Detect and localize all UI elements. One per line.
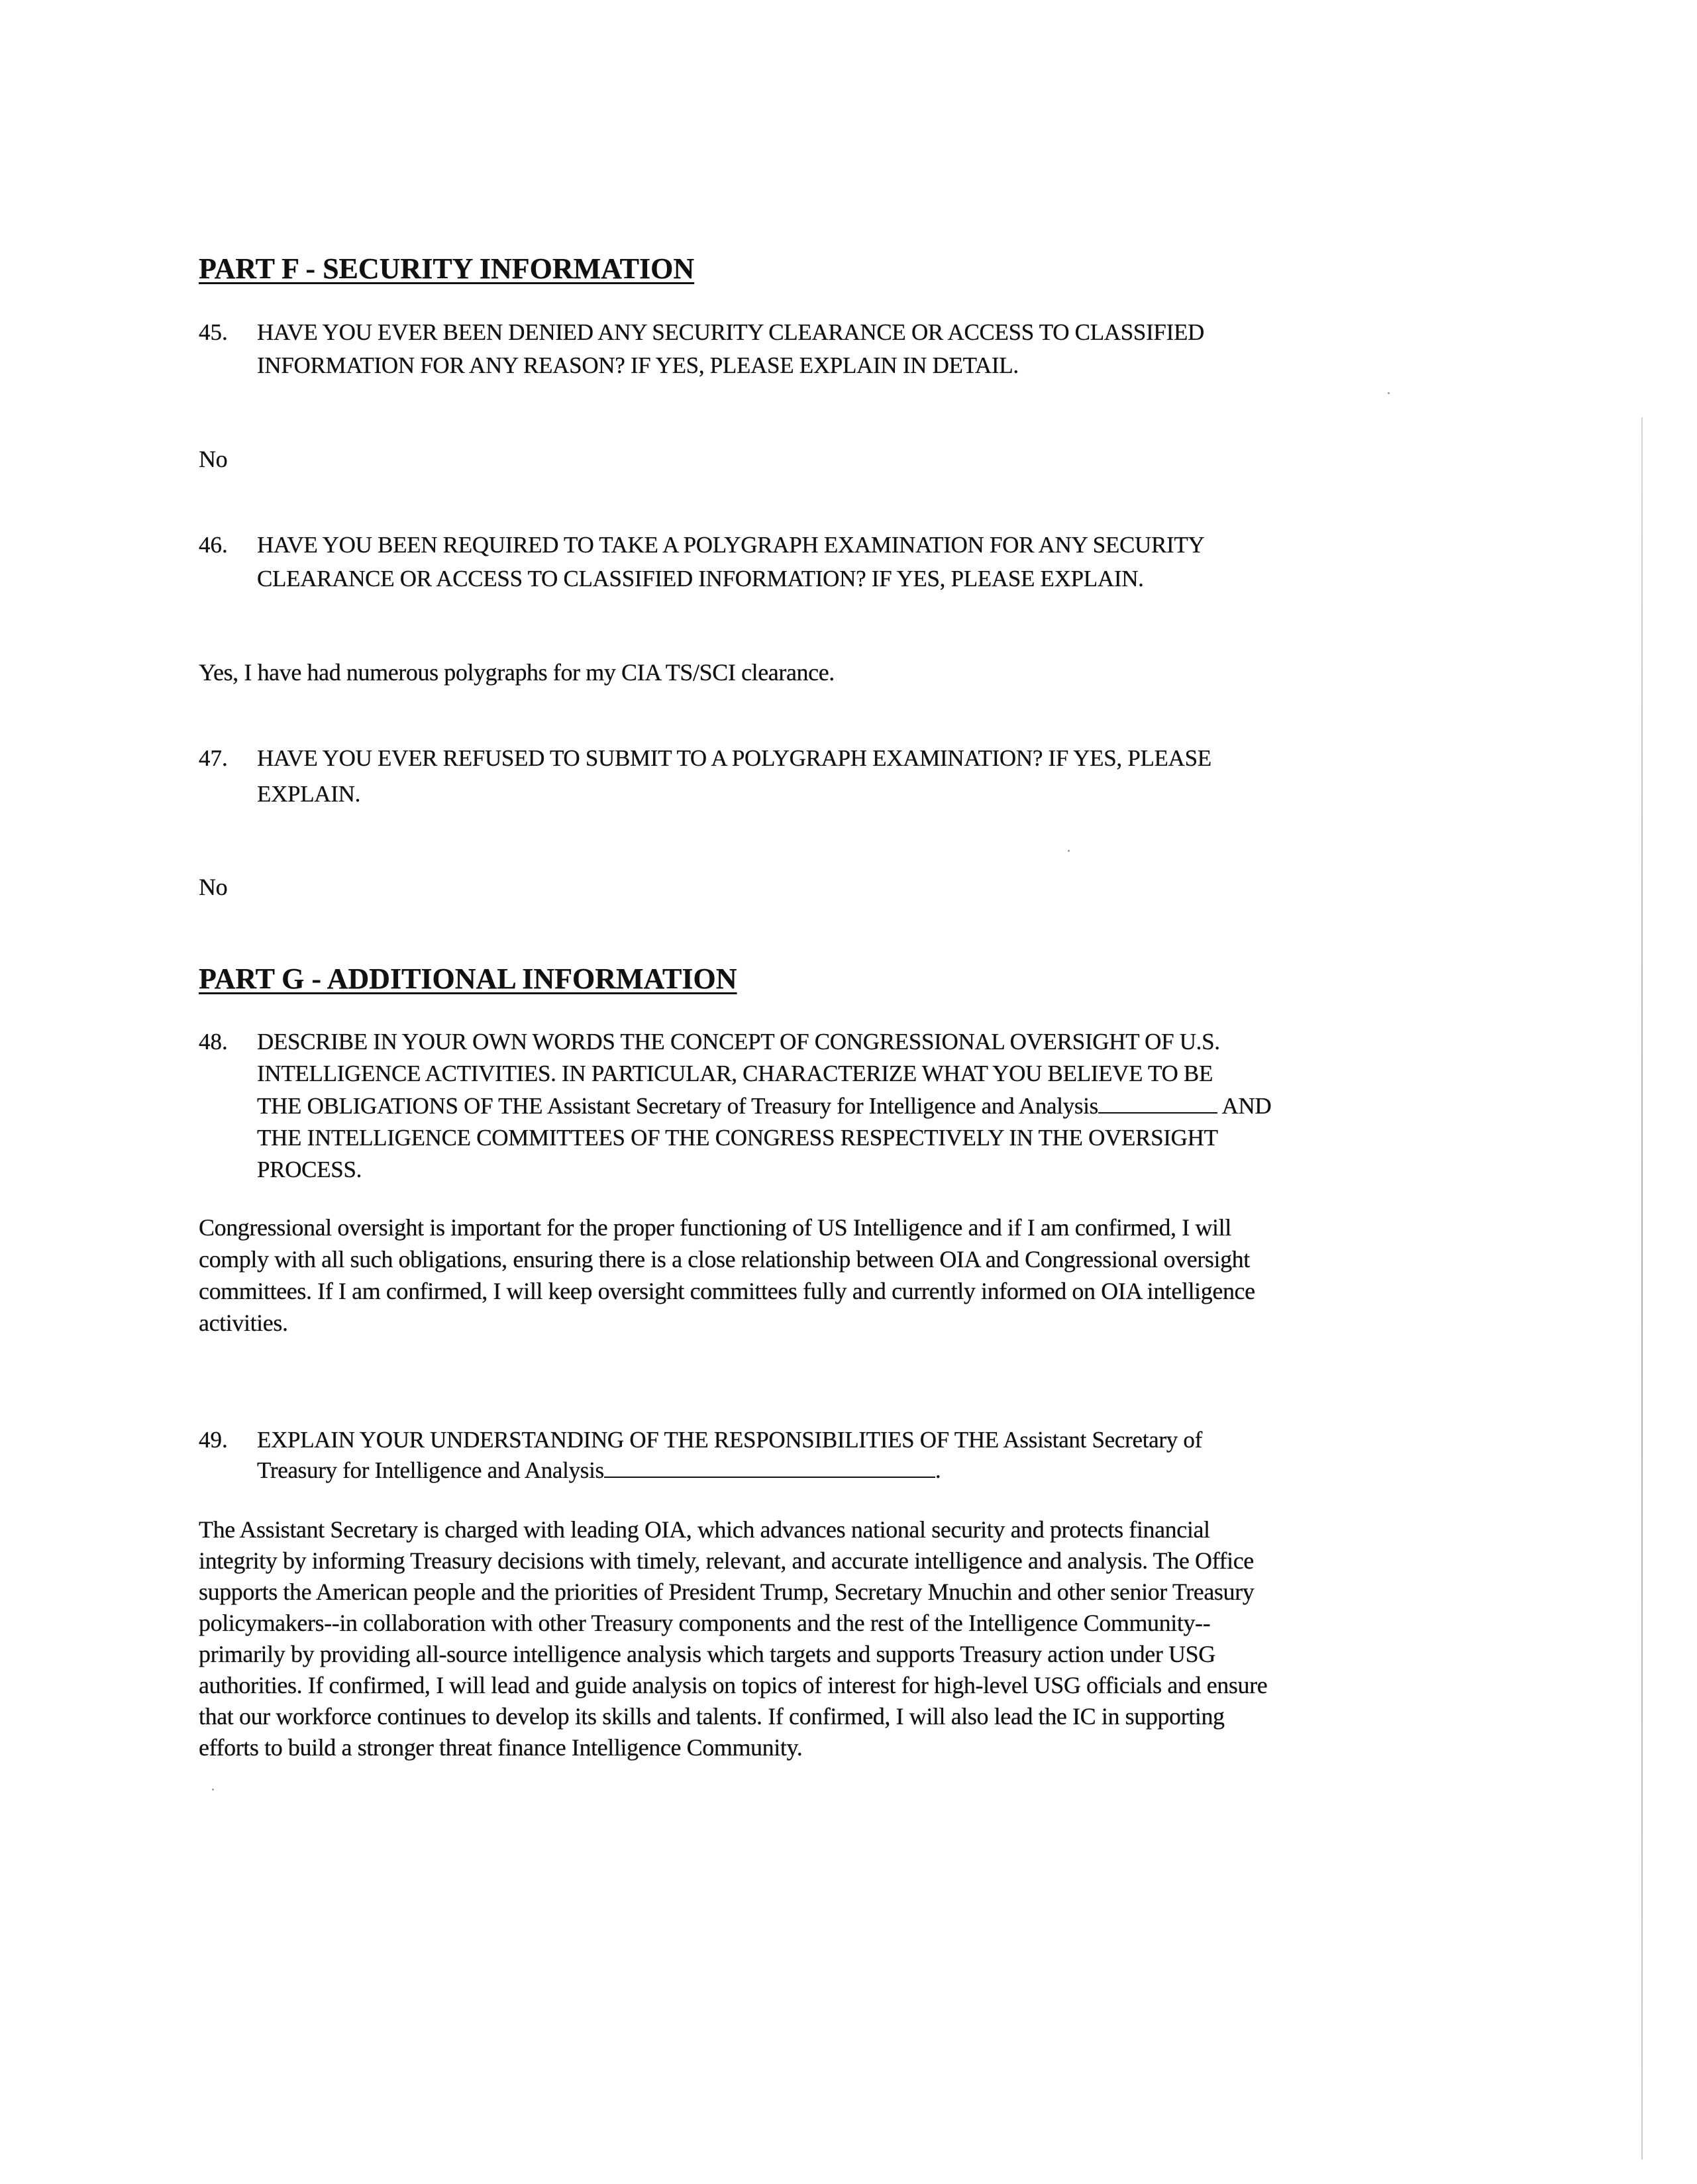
question-45-line: HAVE YOU EVER BEEN DENIED ANY SECURITY CLEARANCE OR ACCESS TO CLASSIFIED — [257, 319, 1205, 345]
question-48-line: INTELLIGENCE ACTIVITIES. IN PARTICULAR, CHARACTERIZE WHAT YOU BELIEVE TO BE — [257, 1061, 1213, 1086]
answer-49-line: The Assistant Secretary is charged with leading OIA, which advances national security and protects financial — [199, 1516, 1210, 1543]
answer-48-line: Congressional oversight is important for the proper functioning of US Intelligence and if I am confirmed, I will — [199, 1214, 1231, 1241]
answer-49-line: supports the American people and the priorities of President Trump, Secretary Mnuchin and other senior Treasury — [199, 1579, 1255, 1605]
scan-speck — [212, 1789, 214, 1791]
answer-45: No — [199, 446, 228, 472]
answer-48-line: comply with all such obligations, ensuring there is a close relationship between OIA and Congressional oversight — [199, 1246, 1250, 1273]
answer-48-line: committees. If I am confirmed, I will keep oversight committees fully and currently informed on OIA intelligence — [199, 1278, 1255, 1304]
question-47-line: EXPLAIN. — [257, 781, 361, 807]
question-49-line — [257, 1457, 941, 1484]
question-48-line: DESCRIBE IN YOUR OWN WORDS THE CONCEPT OF CONGRESSIONAL OVERSIGHT OF U.S. — [257, 1029, 1220, 1055]
part-f-heading: PART F - SECURITY INFORMATION — [199, 252, 695, 285]
answer-49-line: primarily by providing all-source intelligence analysis which targets and supports Treasury action under USG — [199, 1641, 1215, 1667]
part-g-heading: PART G - ADDITIONAL INFORMATION — [199, 962, 737, 995]
answer-49-line: that our workforce continues to develop its skills and talents. If confirmed, I will also lead the IC in supporting — [199, 1703, 1225, 1730]
question-48-text: AND — [1217, 1093, 1272, 1119]
scan-speck — [1068, 850, 1070, 852]
scan-speck — [1388, 392, 1390, 394]
question-48-line — [257, 1093, 1271, 1119]
answer-49-line: efforts to build a stronger threat finance Intelligence Community. — [199, 1734, 803, 1761]
question-48-line: PROCESS. — [257, 1157, 362, 1182]
question-47-line: HAVE YOU EVER REFUSED TO SUBMIT TO A POLYGRAPH EXAMINATION? IF YES, PLEASE — [257, 745, 1211, 771]
question-number: 46. — [199, 532, 228, 558]
question-number: 49. — [199, 1427, 228, 1453]
question-48-text: THE OBLIGATIONS OF THE Assistant Secretary of Treasury for Intelligence and Analysis — [257, 1093, 1098, 1119]
question-49-text: . — [935, 1457, 941, 1483]
scan-edge-line — [1641, 417, 1643, 2159]
question-49-text: Treasury for Intelligence and Analysis — [257, 1457, 604, 1483]
answer-47: No — [199, 874, 228, 900]
answer-49-line: policymakers--in collaboration with other Treasury components and the rest of the Intelligence Community-- — [199, 1610, 1211, 1636]
fill-in-blank — [1098, 1112, 1217, 1114]
question-number: 48. — [199, 1029, 228, 1055]
answer-49-line: authorities. If confirmed, I will lead and guide analysis on topics of interest for high-level USG officials and ensure — [199, 1672, 1268, 1698]
answer-46: Yes, I have had numerous polygraphs for my CIA TS/SCI clearance. — [199, 659, 835, 686]
question-45-line: INFORMATION FOR ANY REASON? IF YES, PLEASE EXPLAIN IN DETAIL. — [257, 352, 1019, 378]
question-48-line: THE INTELLIGENCE COMMITTEES OF THE CONGRESS RESPECTIVELY IN THE OVERSIGHT — [257, 1125, 1218, 1151]
fill-in-blank — [604, 1476, 935, 1478]
question-46-line: CLEARANCE OR ACCESS TO CLASSIFIED INFORMATION? IF YES, PLEASE EXPLAIN. — [257, 566, 1144, 592]
question-number: 47. — [199, 745, 228, 771]
answer-48-line: activities. — [199, 1310, 288, 1336]
question-49-line: EXPLAIN YOUR UNDERSTANDING OF THE RESPONSIBILITIES OF THE Assistant Secretary of — [257, 1427, 1202, 1453]
answer-49-line: integrity by informing Treasury decisions with timely, relevant, and accurate intelligence and analysis. The Office — [199, 1547, 1254, 1574]
question-46-line: HAVE YOU BEEN REQUIRED TO TAKE A POLYGRAPH EXAMINATION FOR ANY SECURITY — [257, 532, 1205, 558]
question-number: 45. — [199, 319, 228, 345]
